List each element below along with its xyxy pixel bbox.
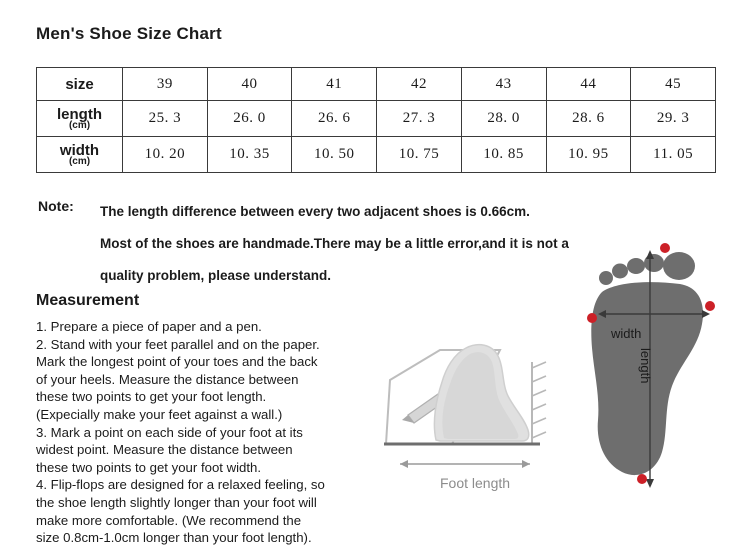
note-label: Note: [38, 198, 74, 214]
row-header-label: length [57, 105, 102, 123]
table-row [37, 68, 716, 101]
table-row [37, 101, 716, 137]
table-cell: 11. 05 [631, 137, 716, 173]
marker-dot-right [705, 301, 715, 311]
marker-dot-left [587, 313, 597, 323]
foot-measurement-illustration [380, 232, 740, 522]
measurement-line: (Expecially make your feet against a wall.) [36, 406, 283, 422]
length-dimension-label: length [638, 348, 653, 384]
table-cell: 43 [461, 68, 546, 101]
measurement-line: 3. Mark a point on each side of your foot at its [36, 424, 303, 440]
table-cell: 10. 35 [207, 137, 292, 173]
measurement-line: widest point. Measure the distance between [36, 442, 293, 458]
row-header-length [37, 101, 123, 137]
table-cell: 40 [207, 68, 292, 101]
measurement-line: the shoe length slightly longer than your foot will [36, 494, 317, 510]
row-header-unit: (cm) [68, 119, 91, 131]
measurement-line: Mark the longest point of your toes and the back [36, 354, 318, 370]
table-cell: 27. 3 [377, 101, 462, 137]
table-cell: 10. 75 [377, 137, 462, 173]
size-table [36, 67, 716, 173]
measurement-line: size 0.8cm-1.0cm longer than your foot length). [36, 530, 312, 546]
measurement-line: these two points to get your foot length. [36, 389, 267, 405]
measurement-line: of your heels. Measure the distance between [36, 371, 299, 387]
table-cell: 28. 0 [461, 101, 546, 137]
measurement-line: 2. Stand with your feet parallel and on the paper. [36, 336, 320, 352]
row-header-label: size [65, 75, 94, 93]
measurement-line: these two points to get your foot width. [36, 459, 262, 475]
width-dimension-label: width [611, 326, 642, 341]
table-cell: 10. 50 [292, 137, 377, 173]
table-cell: 29. 3 [631, 101, 716, 137]
table-cell: 25. 3 [123, 101, 208, 137]
row-header-unit: (cm) [68, 155, 91, 167]
table-cell: 10. 95 [546, 137, 631, 173]
measurement-text [36, 318, 384, 547]
table-cell: 45 [631, 68, 716, 101]
measurement-line: 1. Prepare a piece of paper and a pen. [36, 319, 262, 334]
big-toe [663, 252, 695, 280]
size-table-container [36, 67, 716, 173]
page-title: Men's Shoe Size Chart [36, 24, 222, 43]
measurement-heading: Measurement [36, 292, 140, 309]
note-line: Most of the shoes are handmade.There may be a little error,and it is not a [100, 236, 569, 251]
row-header-label: width [59, 141, 100, 159]
table-cell: 39 [123, 68, 208, 101]
table-cell: 10. 85 [461, 137, 546, 173]
table-cell: 10. 20 [123, 137, 208, 173]
table-cell: 26. 0 [207, 101, 292, 137]
row-header-size [37, 68, 123, 101]
marker-dot-top [660, 243, 670, 253]
note-line: The length difference between every two adjacent shoes is 0.66cm. [100, 204, 530, 219]
row-header-width [37, 137, 123, 173]
side-view-group [384, 345, 546, 468]
table-cell: 26. 6 [292, 101, 377, 137]
foot-length-dimension-label: Foot length [440, 475, 511, 491]
table-cell: 41 [292, 68, 377, 101]
measurement-line: make more comfortable. (We recommend the [36, 512, 302, 528]
note-line: quality problem, please understand. [100, 268, 332, 283]
table-cell: 28. 6 [546, 101, 631, 137]
measurement-line: 4. Flip-flops are designed for a relaxed feeling, so [36, 477, 325, 493]
table-row [37, 137, 716, 173]
table-cell: 42 [377, 68, 462, 101]
measurement-diagram [380, 232, 740, 522]
table-cell: 44 [546, 68, 631, 101]
marker-dot-bottom [637, 474, 647, 484]
